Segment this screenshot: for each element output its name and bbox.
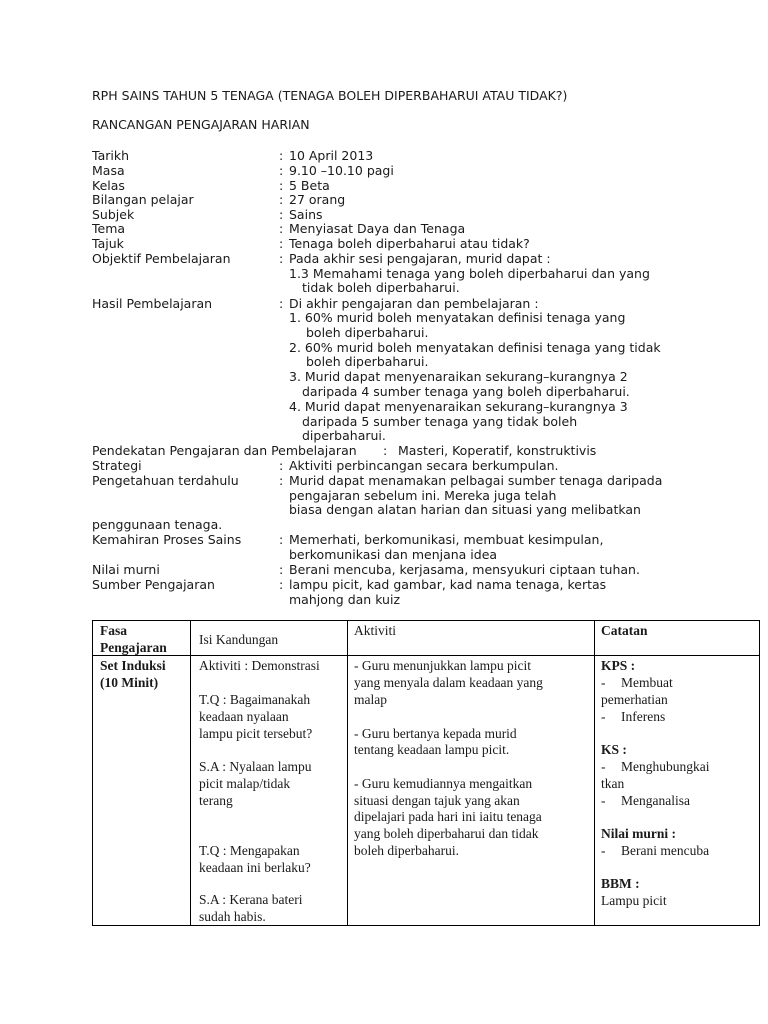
aktiviti-line: - Guru bertanya kepada murid — [354, 726, 517, 741]
field-label-nilai: Nilai murni — [92, 562, 160, 577]
aktiviti-line: yang menyala dalam keadaan yang — [354, 675, 543, 690]
field-value-tarikh: 10 April 2013 — [289, 148, 374, 163]
catatan-item: Inferens — [621, 709, 666, 724]
field-colon: : — [279, 473, 284, 488]
isi-line: sudah habis. — [199, 909, 266, 924]
catatan-dash: - — [601, 675, 606, 690]
field-colon: : — [279, 577, 284, 592]
aktiviti-line: malap — [354, 692, 387, 707]
catatan-item: Lampu picit — [601, 893, 667, 908]
objektif-line: tidak boleh diperbaharui. — [302, 280, 460, 295]
field-colon: : — [279, 458, 284, 473]
hasil-intro: Di akhir pengajaran dan pembelajaran : — [289, 296, 539, 311]
field-colon: : — [279, 207, 284, 222]
isi-line: S.A : Nyalaan lampu — [199, 759, 312, 774]
field-label-sumber: Sumber Pengajaran — [92, 577, 215, 592]
field-colon: : — [279, 163, 284, 178]
hasil-item: 4. Murid dapat menyenaraikan sekurang–kurangnya 3 — [289, 399, 628, 414]
sumber-line: lampu picit, kad gambar, kad nama tenaga, kertas — [289, 577, 607, 592]
pengetahuan-line: penggunaan tenaga. — [92, 517, 223, 532]
field-colon: : — [279, 221, 284, 236]
catatan-item: Menganalisa — [621, 793, 690, 808]
catatan-item: Berani mencuba — [621, 843, 710, 858]
catatan-item: pemerhatian — [601, 692, 668, 707]
catatan-item: tkan — [601, 776, 625, 791]
field-value-tajuk: Tenaga boleh diperbaharui atau tidak? — [289, 236, 530, 251]
field-colon: : — [279, 296, 284, 311]
kemahiran-line: berkomunikasi dan menjana idea — [289, 547, 498, 562]
field-colon: : — [279, 148, 284, 163]
isi-line: picit malap/tidak — [199, 776, 291, 791]
header-isi-kandungan: Isi Kandungan — [199, 632, 279, 647]
hasil-item: boleh diperbaharui. — [306, 325, 429, 340]
field-colon: : — [279, 532, 284, 547]
aktiviti-line: dipelajari pada hari ini iaitu tenaga — [354, 809, 542, 824]
pengetahuan-line: Murid dapat menamakan pelbagai sumber tenaga daripada — [289, 473, 663, 488]
sumber-line: mahjong dan kuiz — [289, 592, 401, 607]
field-value-pendekatan: Masteri, Koperatif, konstruktivis — [398, 443, 597, 458]
doc-subtitle: RANCANGAN PENGAJARAN HARIAN — [92, 117, 310, 132]
row-fasa: Set Induksi — [100, 658, 166, 673]
catatan-ks-title: KS : — [601, 742, 627, 757]
field-label-hasil: Hasil Pembelajaran — [92, 296, 213, 311]
hasil-item: 2. 60% murid boleh menyatakan definisi tenaga yang tidak — [289, 340, 661, 355]
pengetahuan-line: biasa dengan alatan harian dan situasi yang melibatkan — [289, 502, 641, 517]
table-divider — [347, 621, 348, 925]
field-colon: : — [383, 443, 388, 458]
catatan-nilai-title: Nilai murni : — [601, 826, 677, 841]
hasil-item: daripada 5 sumber tenaga yang tidak boleh — [302, 414, 578, 429]
aktiviti-line: - Guru menunjukkan lampu picit — [354, 658, 531, 673]
field-colon: : — [279, 192, 284, 207]
aktiviti-line: boleh diperbaharui. — [354, 843, 459, 858]
catatan-dash: - — [601, 759, 606, 774]
aktiviti-line: yang boleh diperbaharui dan tidak — [354, 826, 539, 841]
table-divider — [594, 621, 595, 925]
hasil-item: daripada 4 sumber tenaga yang boleh diperbaharui. — [302, 384, 630, 399]
header-fasa: Fasa — [100, 623, 127, 638]
aktiviti-line: - Guru kemudiannya mengaitkan — [354, 776, 533, 791]
objektif-line: 1.3 Memahami tenaga yang boleh diperbaharui dan yang — [289, 266, 650, 281]
field-label-tarikh: Tarikh — [92, 148, 129, 163]
isi-line: lampu picit tersebut? — [199, 726, 313, 741]
lesson-table — [92, 620, 760, 926]
field-value-tema: Menyiasat Daya dan Tenaga — [289, 221, 466, 236]
field-label-pengetahuan: Pengetahuan terdahulu — [92, 473, 239, 488]
field-value-nilai: Berani mencuba, kerjasama, mensyukuri ciptaan tuhan. — [289, 562, 640, 577]
field-value-bilangan: 27 orang — [289, 192, 346, 207]
header-catatan: Catatan — [601, 623, 648, 638]
isi-line: T.Q : Mengapakan — [199, 843, 300, 858]
table-divider — [190, 621, 191, 925]
catatan-dash: - — [601, 843, 606, 858]
field-value-masa: 9.10 –10.10 pagi — [289, 163, 394, 178]
row-fasa: (10 Minit) — [100, 675, 159, 690]
catatan-item: Menghubungkai — [621, 759, 710, 774]
header-fasa: Pengajaran — [100, 640, 167, 655]
aktiviti-line: situasi dengan tajuk yang akan — [354, 793, 520, 808]
catatan-item: Membuat — [621, 675, 673, 690]
hasil-item: diperbaharui. — [302, 428, 386, 443]
table-divider — [93, 655, 759, 656]
field-label-tajuk: Tajuk — [92, 236, 124, 251]
isi-line: T.Q : Bagaimanakah — [199, 692, 311, 707]
isi-line: Aktiviti : Demonstrasi — [199, 658, 320, 673]
field-colon: : — [279, 562, 284, 577]
field-value-strategi: Aktiviti perbincangan secara berkumpulan. — [289, 458, 559, 473]
isi-line: keadaan ini berlaku? — [199, 860, 311, 875]
header-aktiviti: Aktiviti — [354, 623, 397, 638]
catatan-kps-title: KPS : — [601, 658, 636, 673]
isi-line: terang — [199, 793, 233, 808]
field-label-masa: Masa — [92, 163, 125, 178]
doc-title: RPH SAINS TAHUN 5 TENAGA (TENAGA BOLEH DIPERBAHARUI ATAU TIDAK?) — [92, 88, 568, 103]
field-colon: : — [279, 251, 284, 266]
kemahiran-line: Memerhati, berkomunikasi, membuat kesimpulan, — [289, 532, 604, 547]
field-label-kemahiran: Kemahiran Proses Sains — [92, 532, 242, 547]
catatan-dash: - — [601, 793, 606, 808]
field-label-pendekatan: Pendekatan Pengajaran dan Pembelajaran — [92, 443, 357, 458]
objektif-line: Pada akhir sesi pengajaran, murid dapat : — [289, 251, 551, 266]
field-label-kelas: Kelas — [92, 178, 125, 193]
field-value-subjek: Sains — [289, 207, 323, 222]
isi-line: S.A : Kerana bateri — [199, 892, 303, 907]
field-label-strategi: Strategi — [92, 458, 142, 473]
field-label-tema: Tema — [92, 221, 126, 236]
hasil-item: 1. 60% murid boleh menyatakan definisi tenaga yang — [289, 310, 626, 325]
field-value-kelas: 5 Beta — [289, 178, 330, 193]
field-colon: : — [279, 236, 284, 251]
catatan-bbm-title: BBM : — [601, 876, 640, 891]
field-label-objektif: Objektif Pembelajaran — [92, 251, 231, 266]
pengetahuan-line: pengajaran sebelum ini. Mereka juga telah — [289, 488, 557, 503]
field-label-bilangan: Bilangan pelajar — [92, 192, 194, 207]
aktiviti-line: tentang keadaan lampu picit. — [354, 742, 510, 757]
field-label-subjek: Subjek — [92, 207, 135, 222]
isi-line: keadaan nyalaan — [199, 709, 289, 724]
field-colon: : — [279, 178, 284, 193]
hasil-item: boleh diperbaharui. — [306, 354, 429, 369]
catatan-dash: - — [601, 709, 606, 724]
hasil-item: 3. Murid dapat menyenaraikan sekurang–kurangnya 2 — [289, 369, 628, 384]
